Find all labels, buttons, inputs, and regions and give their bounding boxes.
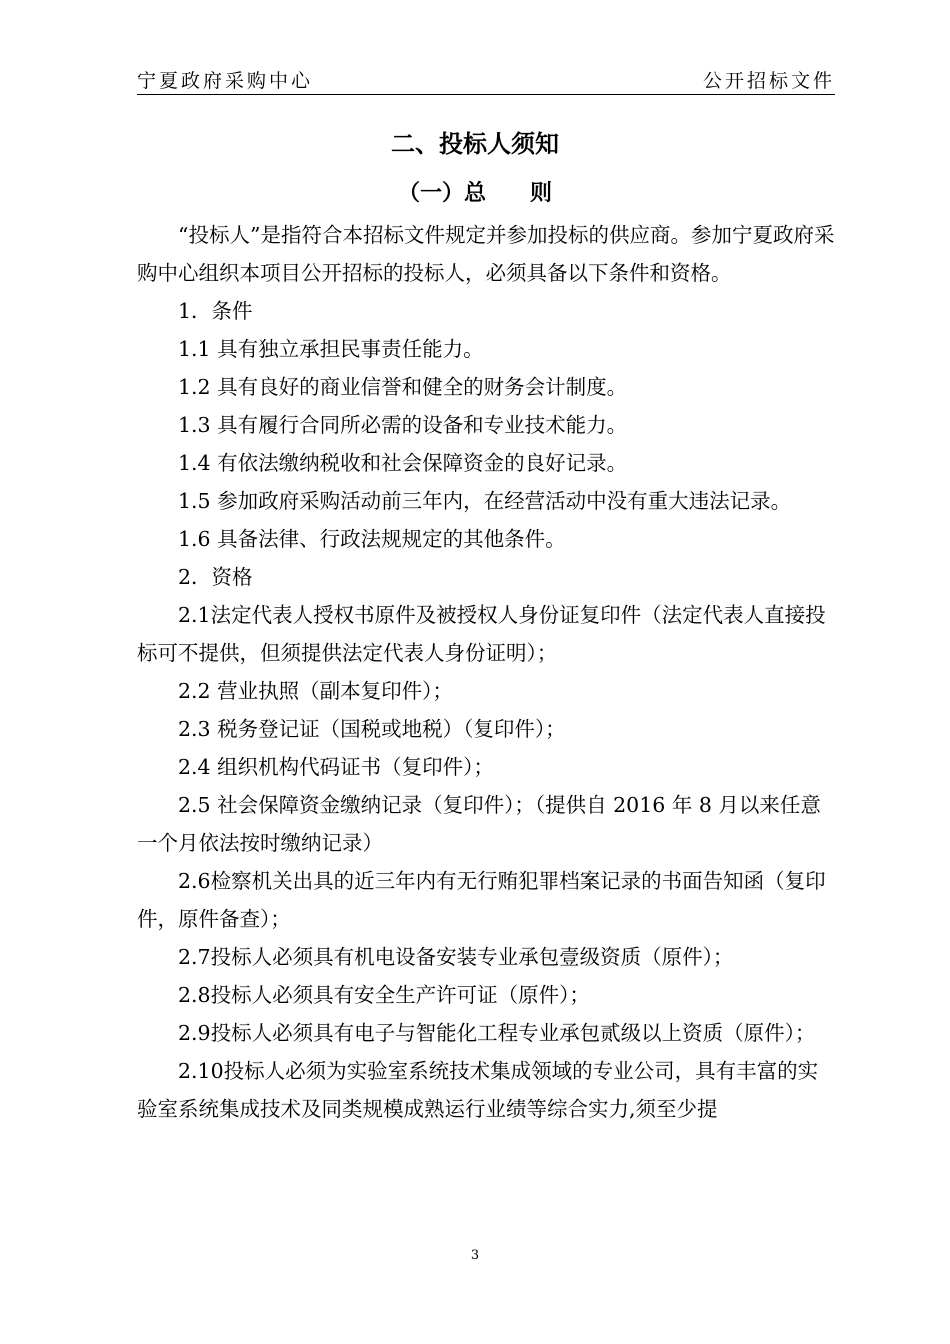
qualification-item: 2.6检察机关出具的近三年内有无行贿犯罪档案记录的书面告知函（复印件，原件备查）； <box>137 869 826 931</box>
document-body <box>137 216 837 1128</box>
condition-item: 1.2 具有良好的商业信誉和健全的财务会计制度。 <box>178 375 628 399</box>
page-number: 3 <box>470 1248 480 1263</box>
qualification-item: 2.7投标人必须具有机电设备安装专业承包壹级资质（原件）； <box>178 945 734 969</box>
qualification-item: 2.8投标人必须具有安全生产许可证（原件）； <box>178 983 590 1007</box>
qualification-item: 2.1法定代表人授权书原件及被授权人身份证复印件（法定代表人直接投标可不提供，但须提供法定代表人身份证明）； <box>137 603 826 665</box>
header-doc-type: 公开招标文件 <box>702 70 835 92</box>
condition-item: 1.4 有依法缴纳税收和社会保障资金的良好记录。 <box>178 451 628 475</box>
header-org-name: 宁夏政府采购中心 <box>137 70 314 92</box>
qualification-item: 2.9投标人必须具有电子与智能化工程专业承包贰级以上资质（原件）； <box>178 1021 816 1045</box>
qualification-item: 2.2 营业执照（副本复印件）； <box>178 679 453 703</box>
qualification-item: 2.4 组织机构代码证书（复印件）； <box>178 755 494 779</box>
condition-item: 1.1 具有独立承担民事责任能力。 <box>178 337 484 361</box>
condition-item: 1.5 参加政府采购活动前三年内，在经营活动中没有重大违法记录。 <box>178 489 792 513</box>
heading-qualifications: 2．资格 <box>178 565 253 589</box>
qualification-item: 2.10投标人必须为实验室系统技术集成领域的专业公司，具有丰富的实验室系统集成技术及同类规模成熟运行业绩等综合实力,须至少提 <box>137 1059 819 1121</box>
section-title: 二、投标人须知 <box>391 130 559 158</box>
condition-item: 1.3 具有履行合同所必需的设备和专业技术能力。 <box>178 413 628 437</box>
subsection-title: （一）总 则 <box>397 181 552 206</box>
condition-item: 1.6 具备法律、行政法规规定的其他条件。 <box>178 527 566 551</box>
intro-paragraph: “投标人”是指符合本招标文件规定并参加投标的供应商。参加宁夏政府采购中心组织本项目公开招标的投标人，必须具备以下条件和资格。 <box>137 223 835 285</box>
heading-conditions: 1．条件 <box>178 299 253 323</box>
page-header <box>137 64 835 95</box>
qualification-item: 2.5 社会保障资金缴纳记录（复印件）；（提供自 2016 年 8 月以来任意一个月依法按时缴纳记录） <box>137 793 821 855</box>
qualification-item: 2.3 税务登记证（国税或地税）（复印件）； <box>178 717 566 741</box>
